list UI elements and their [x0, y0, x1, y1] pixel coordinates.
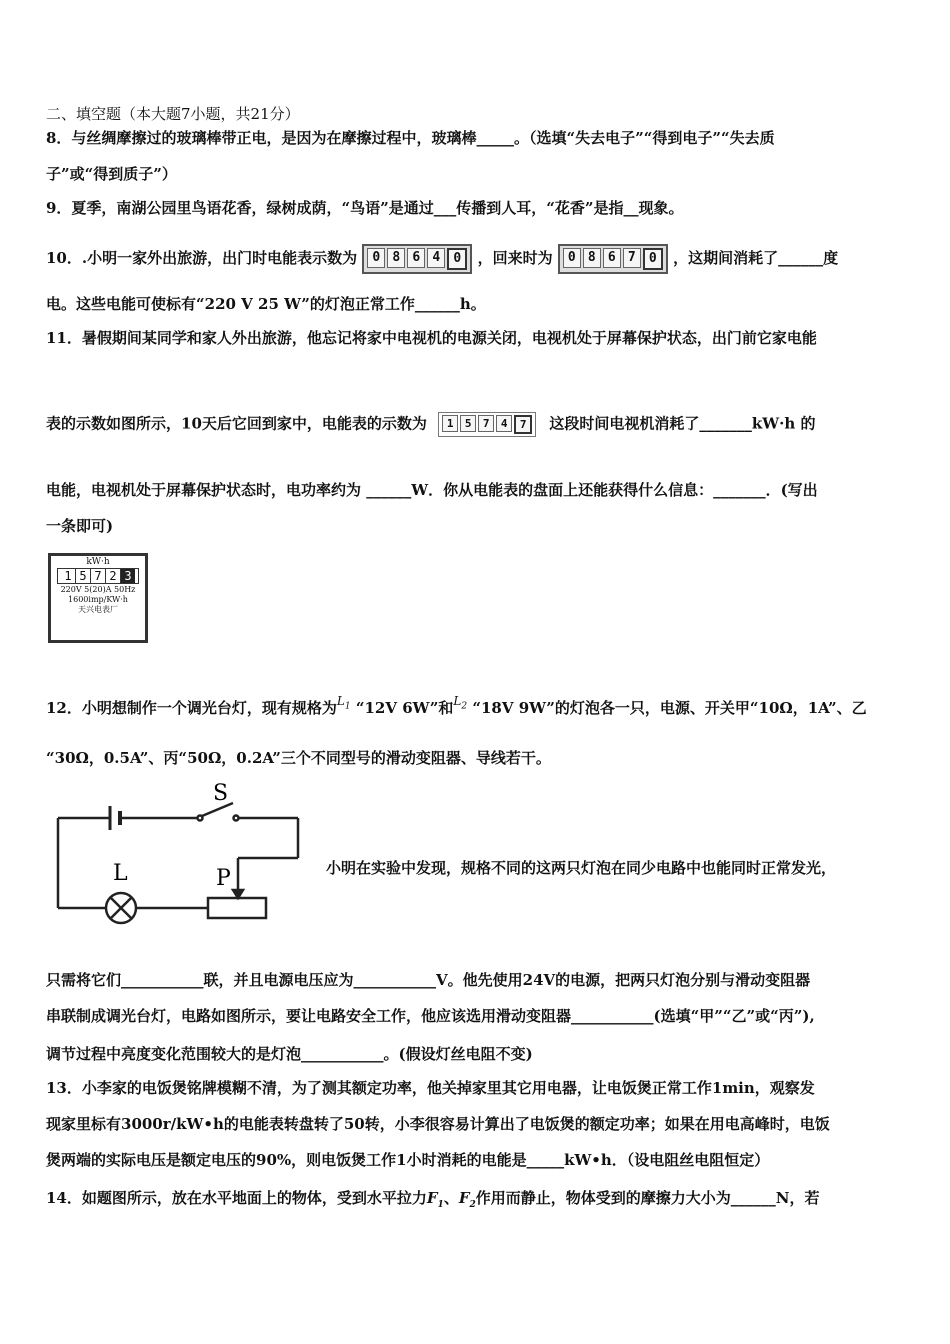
q10-part3: ，这期间消耗了______度 — [673, 249, 839, 267]
q13-line1: 13．小李家的电饭煲铭牌模糊不清，为了测其额定功率，他关掉家里其它用电器，让电饭煲正常工作1min，观察发 — [46, 1079, 815, 1097]
l2-symbol: L2 — [453, 694, 468, 712]
circuit-diagram — [48, 778, 313, 933]
q12-part2: “12V 6W”和 — [355, 699, 454, 717]
q12-part3: “18V 9W”的灯泡各一只，电源、开关甲“10Ω，1A”、乙 — [472, 699, 867, 717]
q12-line5: 调节过程中亮度变化范围较大的是灯泡___________。(假设灯丝电阻不变) — [46, 1045, 533, 1063]
q10-part1: 10．.小明一家外出旅游，出门时电能表示数为 — [46, 249, 358, 267]
q12-line2: “30Ω，0.5A”、丙“50Ω，0.2A”三个不同型号的滑动变阻器、导线若干。 — [46, 749, 551, 767]
meter-unit: kW·h — [86, 557, 110, 567]
q11-line1: 11．暑假期间某同学和家人外出旅游，他忘记将家中电视机的电源关闭，电视机处于屏幕保护状态，出门前它家电能 — [46, 329, 817, 347]
q13-line2: 现家里标有3000r/kW•h的电能表转盘转了50转，小李很容易计算出了电饭煲的额定功率；如果在用电高峰时，电饭 — [46, 1115, 830, 1133]
q11-line2 — [46, 412, 815, 437]
meter-maker: 天兴电表厂 — [78, 605, 118, 614]
q14-part2: 作用而静止，物体受到的摩擦力大小为______N，若 — [475, 1189, 820, 1207]
meter-spec1: 220V 5(20)A 50Hz — [60, 585, 136, 594]
q12-side-text: 小明在实验中发现，规格不同的这两只灯泡在同少电路中也能同时正常发光， — [326, 859, 837, 877]
q11-part1: 表的示数如图所示，10天后它回到家中，电能表的示数为 — [46, 414, 427, 433]
switch-label: S — [213, 781, 229, 806]
q14-part1: 14．如题图所示，放在水平地面上的物体，受到水平拉力 — [46, 1189, 427, 1207]
slider-label: P — [216, 866, 231, 891]
q11-line3: 电能，电视机处于屏幕保护状态时，电功率约为 ______W．你从电能表的盘面上还能获得什么信息：_______．(写出 — [46, 481, 818, 499]
lamp-label: L — [113, 861, 128, 886]
q8-line2: 子”或“得到质子”） — [46, 165, 177, 183]
q9: 9．夏季，南湖公园里鸟语花香，绿树成荫，“鸟语”是通过___传播到人耳，“花香”是指__现象。 — [46, 199, 684, 217]
meter-digits: 1 5 7 2 3 — [57, 568, 139, 584]
q10-part2: ，回来时为 — [477, 249, 553, 267]
q10-line1 — [46, 244, 838, 274]
q11-part2: 这段时间电视机消耗了_______kW·h 的 — [549, 414, 816, 433]
meter-back: 0 8 6 7 0 — [558, 244, 668, 274]
q12-line3: 只需将它们___________联，并且电源电压应为___________V。他先使用24V的电源，把两只灯泡分别与滑动变阻器 — [46, 971, 811, 989]
l1-symbol: L1 — [336, 694, 351, 712]
meter-return: 1 5 7 4 7 — [438, 412, 536, 437]
q10-line2: 电。这些电能可使标有“220 V 25 W”的灯泡正常工作______h。 — [46, 295, 486, 313]
q8-line1: 8．与丝绸摩擦过的玻璃棒带正电，是因为在摩擦过程中，玻璃棒_____。（选填“失去电子”“得到电子”“失去质 — [46, 129, 775, 147]
meter-spec2: 1600imp/KW·h — [68, 595, 128, 604]
f1-symbol: $F_1$ — [426, 1189, 444, 1210]
q12-line1 — [46, 694, 867, 724]
f2-symbol: $F_2$ — [458, 1189, 476, 1210]
q13-line3: 煲两端的实际电压是额定电压的90%，则电饭煲工作1小时消耗的电能是_____kW•h．（设电阻丝电阻恒定） — [46, 1151, 770, 1169]
q14-line1: 14．如题图所示，放在水平地面上的物体，受到水平拉力$F_1$、$F_2$作用而静止，物体受到的摩擦力大小为______N，若 — [46, 1189, 820, 1210]
q12-line4: 串联制成调光台灯，电路如图所示，要让电路安全工作，他应该选用滑动变阻器___________(选填“甲”“乙”或“丙”), — [46, 1007, 815, 1025]
q12-part1: 12．小明想制作一个调光台灯，现有规格为 — [46, 699, 337, 717]
q11-line4: 一条即可) — [46, 517, 114, 535]
meter-out: 0 8 6 4 0 — [362, 244, 472, 274]
energy-meter-panel — [48, 553, 148, 643]
section-title: 二、填空题（本大题7小题，共21分） — [46, 105, 300, 123]
